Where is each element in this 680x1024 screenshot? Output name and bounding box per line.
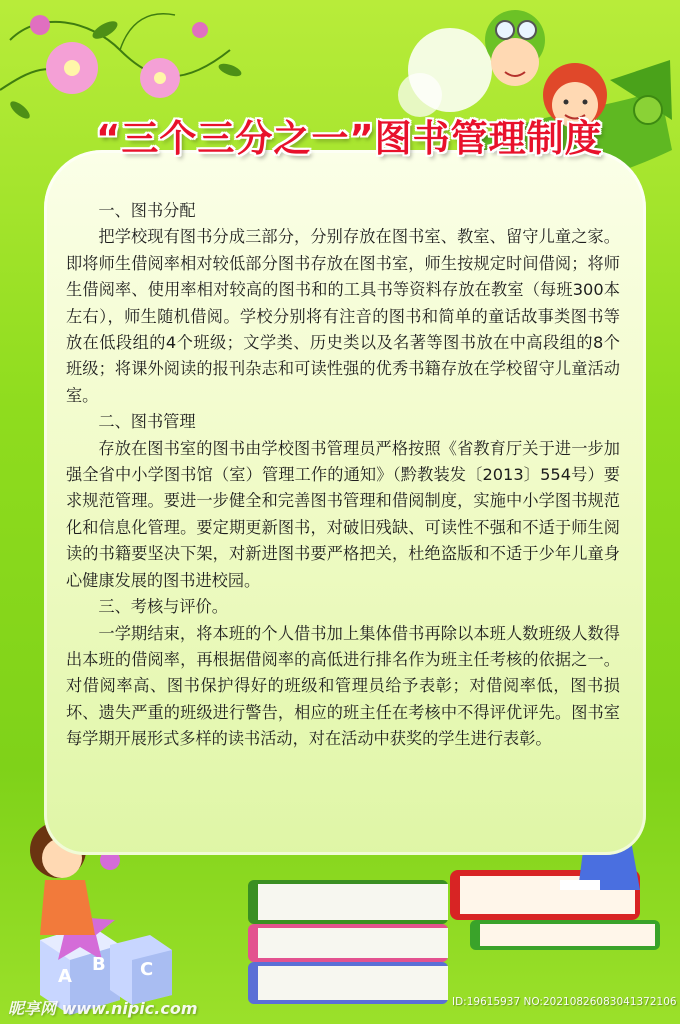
site-watermark: 昵享网 www.nipic.com bbox=[8, 999, 198, 1018]
block-letter-b: B bbox=[92, 954, 106, 975]
image-id-watermark: ID:19615937 NO:20210826083041372106 bbox=[452, 996, 677, 1008]
page-title: “三个三分之一”图书管理制度 bbox=[96, 117, 603, 160]
block-letter-c: C bbox=[140, 959, 154, 980]
flower-vine-icon bbox=[0, 14, 243, 122]
section-heading: 三、考核与评价。 bbox=[98, 597, 228, 617]
section-paragraph: 把学校现有图书分成三部分，分别存放在图书室、教室、留守儿童之家。即将师生借阅率相对较低部分图书存放在图书室，师生按规定时间借阅；将师生借阅率、使用率相对较高的图书和的工具书等资料存放在教室（每班300本左右），师生随机借阅。学校分别将有注音的图书和简单的童话故事类图书等放在低段组的4个班级；文学类、历史类以及名著等图书放在中高段组的8个班级；将课外阅读的报刊杂志和可读性强的优秀书籍存放在学校留守儿童活动室。 bbox=[66, 227, 620, 405]
regulation-body bbox=[66, 198, 620, 753]
book-stack-icon bbox=[248, 870, 660, 1004]
section-heading: 一、图书分配 bbox=[98, 201, 196, 220]
section-paragraph: 一学期结束，将本班的个人借书加上集体借书再除以本班人数班级人数得出本班的借阅率，再根据借阅率的高低进行排名作为班主任考核的依据之一。对借阅率高、图书保护得好的班级和管理员给予表彰；对借阅率低，图书损坏、遗失严重的班级进行警告，相应的班主任在考核中不得评优评先。图书室每学期开展形式多样的读书活动，对在活动中获奖的学生进行表彰。 bbox=[66, 623, 620, 749]
block-letter-a: A bbox=[58, 966, 72, 987]
pilot-boy-icon bbox=[485, 10, 545, 86]
section-paragraph: 存放在图书室的图书由学校图书管理员严格按照《省教育厅关于进一步加强全省中小学图书馆（室）管理工作的通知》（黔教装发〔2013〕554号）要求规范管理。要进一步健全和完善图书管理和借阅制度，实施中小学图书规范化和信息化管理。要定期更新图书，对破旧残缺、可读性不强和不适于师生阅读的书籍要坚决下架，对新进图书要严格把关，杜绝盗版和不适于少年儿童身心健康发展的图书进校园。 bbox=[66, 438, 620, 590]
section-heading: 二、图书管理 bbox=[98, 412, 196, 432]
